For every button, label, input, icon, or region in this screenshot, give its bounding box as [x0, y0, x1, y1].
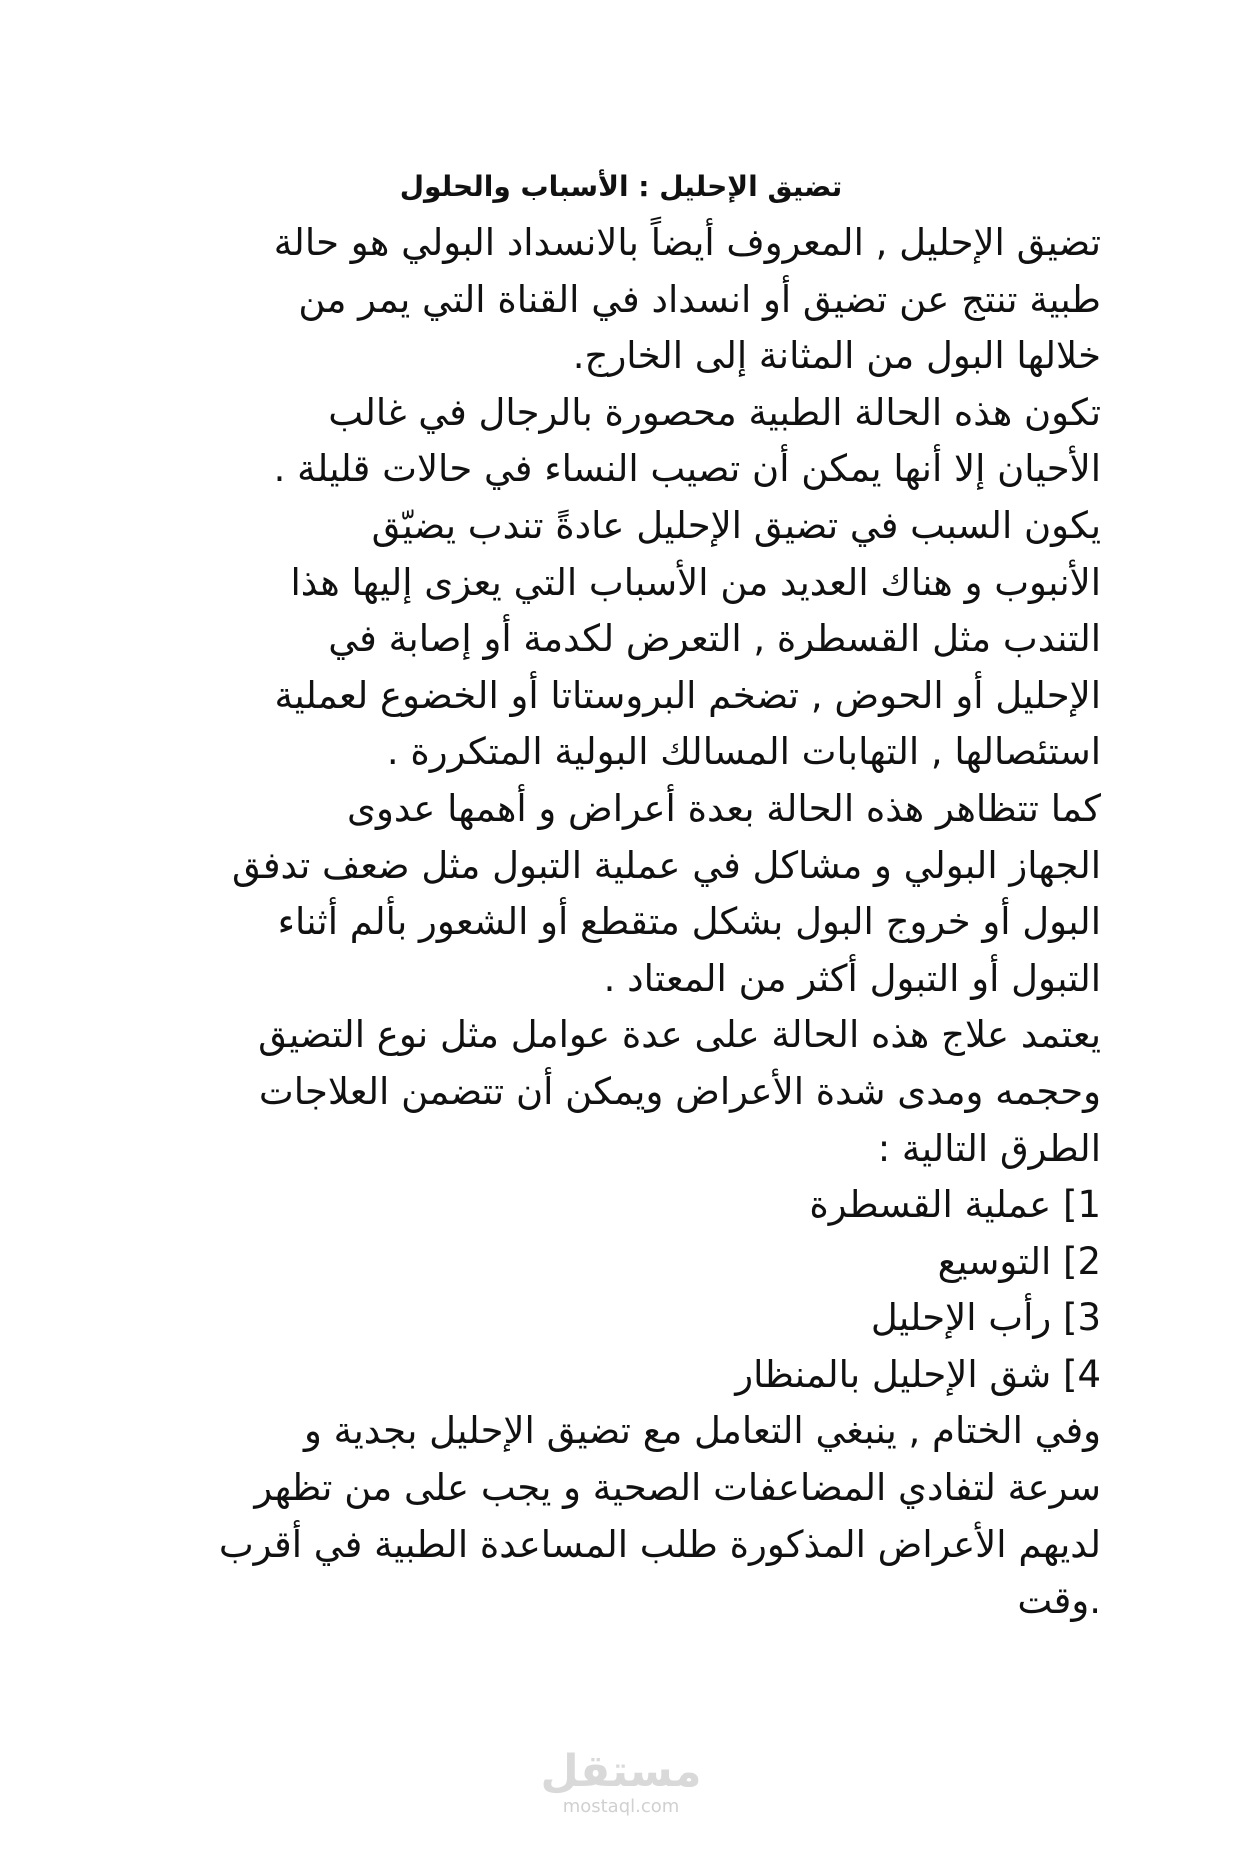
body-line: يعتمد علاج هذه الحالة على عدة عوامل مثل نوع التضيق	[258, 1013, 1101, 1057]
body-line: لديهم الأعراض المذكورة طلب المساعدة الطبية في أقرب	[218, 1522, 1101, 1566]
list-item: 1] عملية القسطرة	[809, 1183, 1101, 1227]
body-line: البول أو خروج البول بشكل متقطع أو الشعور بألم أثناء	[277, 900, 1101, 944]
list-item: 4] شق الإحليل بالمنظار	[735, 1352, 1101, 1396]
body-line: الأنبوب و هناك العديد من الأسباب التي يعزى إليها هذا	[290, 560, 1101, 604]
body-line: الجهاز البولي و مشاكل في عملية التبول مثل ضعف تدفق	[232, 843, 1101, 887]
body-line: الإحليل أو الحوض , تضخم البروستاتا أو الخضوع لعملية	[274, 673, 1101, 717]
body-line: يكون السبب في تضيق الإحليل عادةً تندب يضيّق	[371, 503, 1101, 547]
body-line: تكون هذه الحالة الطبية محصورة بالرجال في غالب	[328, 390, 1101, 434]
list-item: 2] التوسيع	[937, 1239, 1101, 1283]
body-line: تضيق الإحليل , المعروف أيضاً بالانسداد البولي هو حالة	[273, 221, 1101, 264]
body-line: وفي الختام , ينبغي التعامل مع تضيق الإحليل بجدية و	[304, 1409, 1101, 1453]
list-item: 3] رأب الإحليل	[870, 1296, 1101, 1340]
body-line: طبية تنتج عن تضيق أو انسداد في القناة التي يمر من	[298, 277, 1101, 321]
body-line: استئصالها , التهابات المسالك البولية المتكررة .	[386, 730, 1101, 774]
body-line: .وقت	[1017, 1579, 1101, 1623]
body-line: كما تتظاهر هذه الحالة بعدة أعراض و أهمها عدوى	[347, 786, 1101, 830]
body-line: التبول أو التبول أكثر من المعتاد .	[603, 956, 1101, 1000]
watermark	[0, 1748, 1242, 1818]
body-line: خلالها البول من المثانة إلى الخارج.	[572, 334, 1101, 378]
document-body	[141, 215, 1101, 1630]
body-line: التندب مثل القسطرة , التعرض لكدمة أو إصابة في	[328, 617, 1101, 661]
document-title: تضيق الإحليل : الأسباب والحلول	[399, 170, 843, 203]
body-line: الأحيان إلا أنها يمكن أن تصيب النساء في حالات قليلة .	[273, 447, 1101, 491]
body-line: سرعة لتفادي المضاعفات الصحية و يجب على من تظهر	[254, 1466, 1101, 1510]
watermark-logo: مستقل	[540, 1746, 702, 1797]
watermark-url: mostaql.com	[562, 1796, 680, 1817]
body-line: الطرق التالية :	[877, 1126, 1101, 1170]
body-line: وحجمه ومدى شدة الأعراض ويمكن أن تتضمن العلاجات	[258, 1069, 1101, 1113]
